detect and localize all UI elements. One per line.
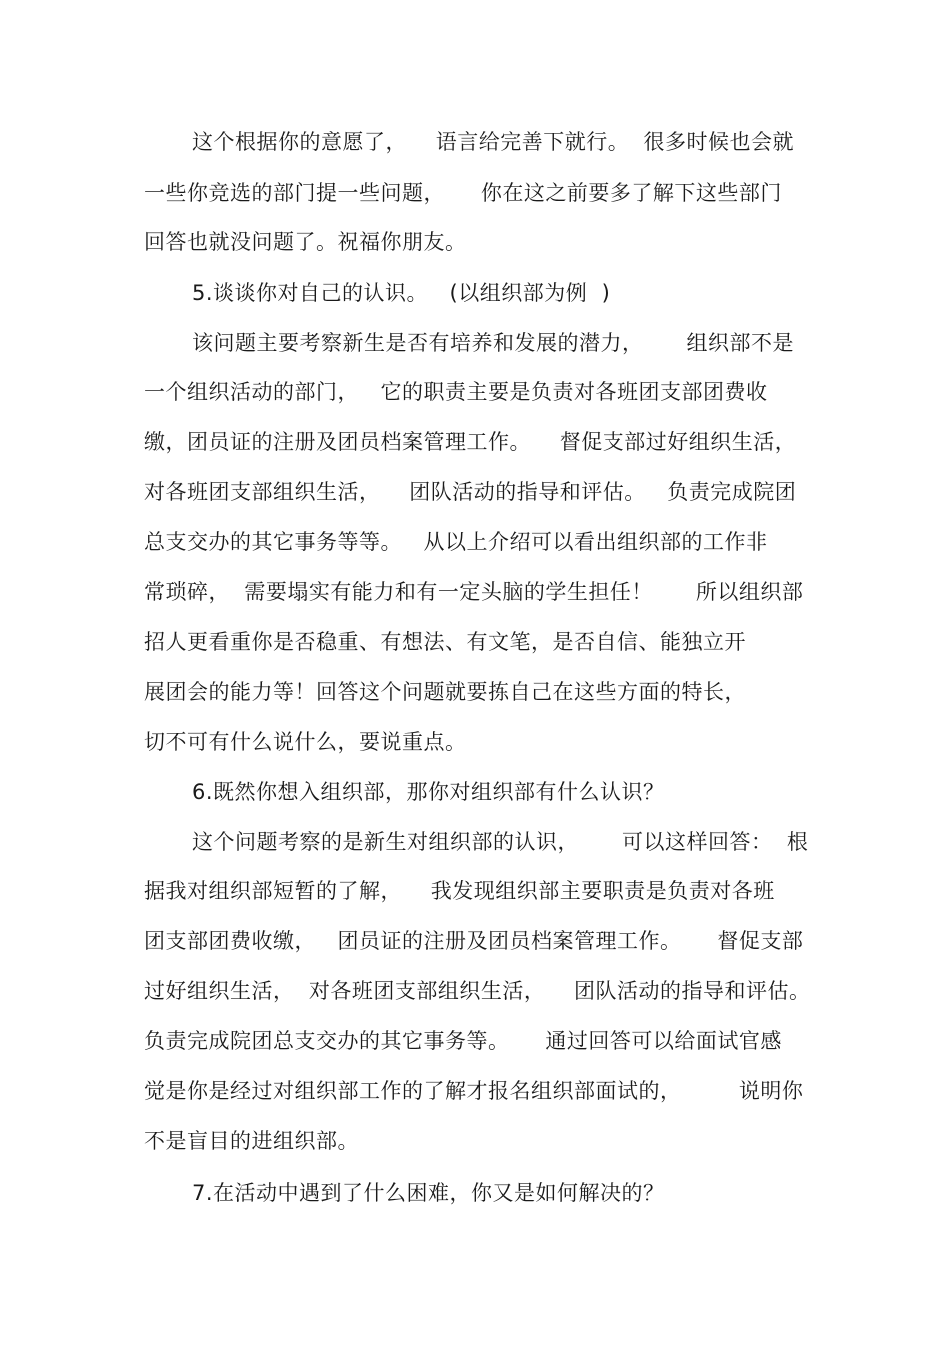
paragraph-line: 负责完成院团总支交办的其它事务等。 通过回答可以给面试官感 bbox=[144, 1029, 782, 1053]
paragraph-line: 过好组织生活， 对各班团支部组织生活， 团队活动的指导和评估。 bbox=[144, 979, 811, 1003]
question-heading: 6.既然你想入组织部，那你对组织部有什么认识？ bbox=[192, 780, 665, 804]
paragraph-line: 对各班团支部组织生活， 团队活动的指导和评估。 负责完成院团 bbox=[144, 480, 797, 504]
question-heading: 5.谈谈你对自己的认识。 (以组织部为例 ) bbox=[192, 281, 611, 305]
paragraph-line: 该问题主要考察新生是否有培养和发展的潜力， 组织部不是 bbox=[192, 331, 795, 355]
paragraph-line: 展团会的能力等！回答这个问题就要拣自己在这些方面的特长， bbox=[144, 680, 746, 704]
paragraph-line: 常琐碎， 需要塌实有能力和有一定头脑的学生担任！ 所以组织部 bbox=[144, 580, 804, 604]
paragraph-line: 团支部团费收缴， 团员证的注册及团员档案管理工作。 督促支部 bbox=[144, 929, 804, 953]
question-heading: 7.在活动中遇到了什么困难，你又是如何解决的？ bbox=[192, 1181, 665, 1205]
paragraph-line: 招人更看重你是否稳重、有想法、有文笔，是否自信、能独立开 bbox=[144, 630, 746, 654]
paragraph-line: 回答也就没问题了。祝福你朋友。 bbox=[144, 230, 467, 254]
paragraph-line: 缴，团员证的注册及团员档案管理工作。 督促支部过好组织生活， bbox=[144, 430, 797, 454]
paragraph-line: 这个根据你的意愿了， 语言给完善下就行。 很多时候也会就 bbox=[192, 130, 795, 154]
paragraph-line: 一些你竞选的部门提一些问题， 你在这之前要多了解下这些部门 bbox=[144, 181, 782, 205]
paragraph-line: 不是盲目的进组织部。 bbox=[144, 1129, 359, 1153]
paragraph-line: 总支交办的其它事务等等。 从以上介绍可以看出组织部的工作非 bbox=[144, 530, 768, 554]
paragraph-line: 据我对组织部短暂的了解， 我发现组织部主要职责是负责对各班 bbox=[144, 879, 775, 903]
paragraph-line: 一个组织活动的部门， 它的职责主要是负责对各班团支部团费收 bbox=[144, 380, 768, 404]
paragraph-line: 觉是你是经过对组织部工作的了解才报名组织部面试的， 说明你 bbox=[144, 1079, 804, 1103]
paragraph-line: 这个问题考察的是新生对组织部的认识， 可以这样回答： 根 bbox=[192, 830, 809, 854]
paragraph-line: 切不可有什么说什么，要说重点。 bbox=[144, 730, 467, 754]
